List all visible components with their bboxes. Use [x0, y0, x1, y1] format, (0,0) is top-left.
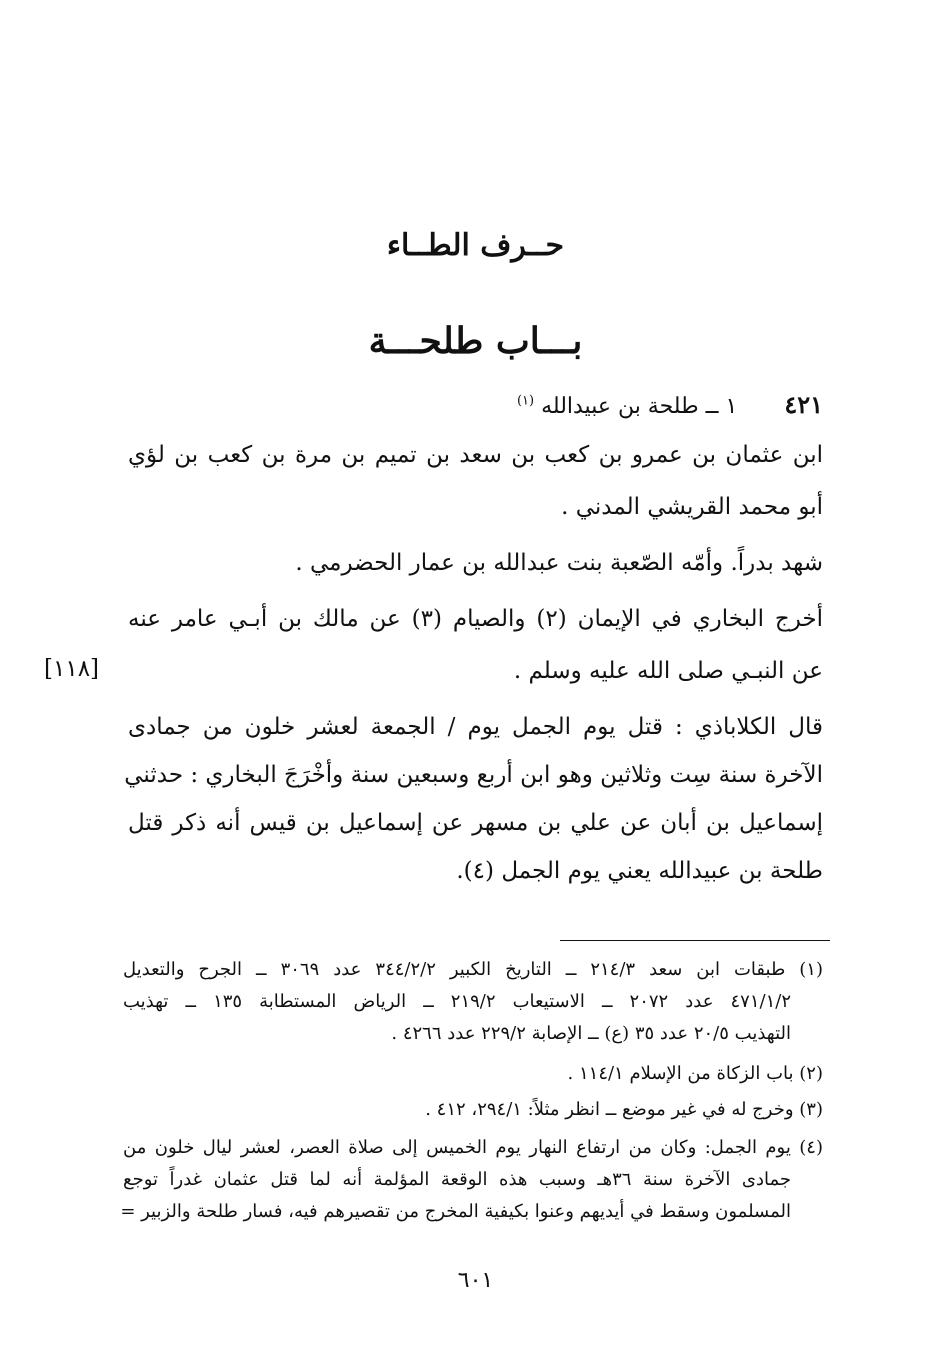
body-line: الآخرة سنة سِت وثلاثين وهو ابن أربع وسبعين سنة وأخْرَجَ البخاري : حدثني: [124, 762, 823, 788]
entry-heading: [123, 390, 823, 419]
body-line: أخرج البخاري في الإيمان (٢) والصيام (٣) عن مالك بن أبـي عامر عنه: [128, 606, 823, 632]
body-line: عن النبـي صلى الله عليه وسلم .: [513, 658, 823, 684]
entry-name: طلحة بن عبيدالله: [541, 394, 699, 419]
chapter-title: بـــاب طلحـــة: [368, 320, 583, 362]
footnote-line: (١) طبقات ابن سعد ٢١٤/٣ ــ التاريخ الكبير ٣٤٤/٢/٢ عدد ٣٠٦٩ ــ الجرح والتعديل: [123, 959, 823, 980]
entry-footnote-ref: (١): [516, 393, 535, 409]
body-line: أبو محمد القريشي المدني .: [561, 494, 823, 520]
section-title: حــرف الطــاء: [386, 228, 565, 263]
body-line: إسماعيل بن أبان عن علي بن مسهر عن إسماعيل بن قيس أنه ذكر قتل: [128, 810, 823, 836]
footnote-line: التهذيب ٢٠/٥ عدد ٣٥ (ع) ــ الإصابة ٢٢٩/٢ عدد ٤٢٦٦ .: [391, 1023, 791, 1044]
footnote-line: جمادى الآخرة سنة ٣٦هـ وسبب هذه الوقعة المؤلمة أنه لما قتل عثمان غدراً توجع: [123, 1169, 791, 1190]
entry-sub-number: ١ ــ: [705, 394, 738, 419]
footnote-line: المسلمون وسقط في أيديهم وعنوا بكيفية المخرج من تقصيرهم فيه، فسار طلحة والزبير =: [120, 1201, 791, 1222]
footnote-line: ٤٧١/١/٢ عدد ٢٠٧٢ ــ الاستيعاب ٢١٩/٢ ــ الرياض المستطابة ١٣٥ ــ تهذيب: [123, 991, 791, 1012]
footnote-line: (٣) وخرج له في غير موضع ــ انظر مثلاً: ٢٩٤/١، ٤١٢ .: [425, 1099, 823, 1120]
footnote-line: (٢) باب الزكاة من الإسلام ١١٤/١ .: [567, 1063, 823, 1084]
body-line: طلحة بن عبيدالله يعني يوم الجمل (٤).: [456, 858, 823, 884]
body-line: ابن عثمان بن عمرو بن كعب بن سعد بن تميم بن مرة بن كعب بن لؤي: [128, 442, 823, 468]
footnote-divider: [560, 940, 830, 941]
body-line: شهد بدراً. وأمّه الصّعبة بنت عبدالله بن عمار الحضرمي .: [295, 550, 823, 576]
margin-page-reference: [١١٨]: [44, 656, 100, 682]
entry-number: ٤٢١: [784, 390, 823, 419]
footnote-line: (٤) يوم الجمل: وكان من ارتفاع النهار يوم الخميس إلى صلاة العصر، لعشر ليال خلون من: [123, 1137, 823, 1158]
body-line: قال الكلاباذي : قتل يوم الجمل يوم / الجمعة لعشر خلون من جمادى: [128, 714, 823, 740]
page-number: ٦٠١: [457, 1268, 494, 1293]
